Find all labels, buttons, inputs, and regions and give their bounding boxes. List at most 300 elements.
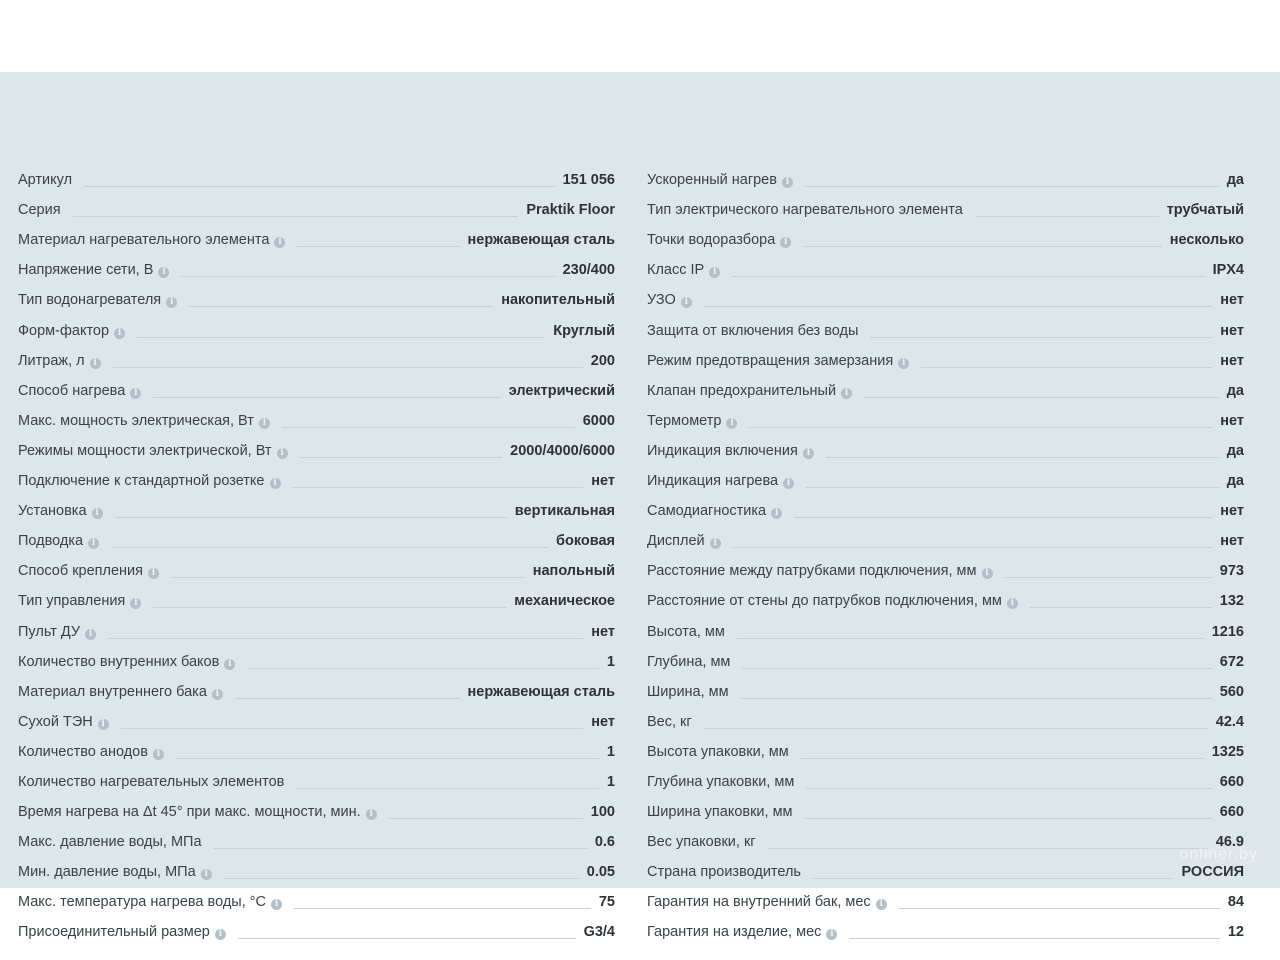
leader-line: [171, 577, 525, 578]
spec-value: 1216: [1211, 623, 1244, 640]
spec-label: [647, 260, 720, 280]
spec-label: [18, 862, 212, 882]
info-icon[interactable]: i: [274, 237, 285, 248]
spec-row: [647, 762, 1244, 792]
leader-line: [224, 878, 579, 879]
leader-line: [247, 668, 599, 669]
spec-label-text: Сухой ТЭН: [18, 713, 93, 730]
spec-value: Круглый: [553, 322, 615, 339]
spec-label: [18, 441, 288, 461]
spec-label: [18, 561, 159, 581]
spec-label: [18, 260, 169, 280]
spec-label-text: Глубина упаковки, мм: [647, 773, 795, 790]
spec-label: [647, 230, 791, 250]
leader-line: [137, 337, 545, 338]
info-icon[interactable]: i: [803, 448, 814, 459]
info-icon[interactable]: i: [681, 297, 692, 308]
leader-line: [742, 668, 1211, 669]
spec-row: [18, 611, 615, 641]
spec-label: [18, 381, 141, 401]
spec-value: РОССИЯ: [1181, 864, 1244, 881]
spec-label: [647, 922, 837, 942]
spec-value: да: [1226, 382, 1244, 399]
spec-label-text: Тип водонагревателя: [18, 292, 162, 309]
spec-row: [647, 792, 1244, 822]
spec-row: [647, 581, 1244, 611]
spec-label-text: Количество анодов: [18, 743, 148, 760]
spec-label-text: Защита от включения без воды: [647, 322, 859, 339]
spec-row: [647, 401, 1244, 431]
leader-line: [294, 908, 591, 909]
info-icon[interactable]: i: [366, 809, 377, 820]
spec-row: [647, 491, 1244, 521]
leader-line: [153, 607, 506, 608]
spec-value: нет: [591, 473, 615, 490]
spec-value: 230/400: [562, 262, 615, 279]
spec-row: [18, 912, 615, 942]
specs-column-right: [647, 160, 1244, 942]
leader-line: [849, 938, 1219, 939]
spec-row: [647, 521, 1244, 551]
spec-label-text: Высота упаковки, мм: [647, 743, 789, 760]
spec-label-text: Форм-фактор: [18, 322, 110, 339]
spec-row: [647, 280, 1244, 310]
spec-row: [18, 220, 615, 250]
spec-row: [18, 581, 615, 611]
spec-value: 200: [590, 352, 615, 369]
info-icon[interactable]: i: [88, 538, 99, 549]
spec-label: [647, 200, 963, 220]
spec-label: [647, 591, 1018, 611]
spec-label: [647, 772, 794, 792]
spec-row: [18, 672, 615, 702]
spec-value: нержавеющая сталь: [467, 232, 615, 249]
leader-line: [153, 397, 500, 398]
spec-label: [647, 652, 730, 672]
spec-row: [647, 160, 1244, 190]
spec-label-text: УЗО: [647, 292, 676, 309]
info-icon[interactable]: i: [259, 418, 270, 429]
spec-value: накопительный: [501, 292, 615, 309]
spec-value: 660: [1219, 804, 1244, 821]
spec-value: механическое: [514, 593, 615, 610]
spec-label: [647, 832, 756, 852]
spec-label-text: Высота, мм: [647, 623, 725, 640]
spec-value: нет: [1220, 503, 1244, 520]
spec-value: 672: [1219, 653, 1244, 670]
leader-line: [115, 517, 507, 518]
spec-label-text: Режимы мощности электрической, Вт: [18, 442, 272, 459]
spec-row: [18, 521, 615, 551]
spec-row: [18, 371, 615, 401]
leader-line: [921, 367, 1212, 368]
info-icon[interactable]: i: [898, 358, 909, 369]
spec-value: 12: [1227, 924, 1244, 941]
spec-label: [647, 290, 692, 310]
spec-row: [18, 822, 615, 852]
spec-label: [647, 802, 793, 822]
spec-label-text: Подводка: [18, 533, 84, 550]
spec-label: [18, 321, 125, 341]
leader-line: [733, 547, 1213, 548]
leader-line: [176, 758, 599, 759]
spec-label-text: Материал нагревательного элемента: [18, 232, 270, 249]
info-icon[interactable]: i: [224, 659, 235, 670]
leader-line: [801, 758, 1204, 759]
spec-value: 660: [1219, 773, 1244, 790]
leader-line: [768, 848, 1208, 849]
leader-line: [121, 728, 584, 729]
spec-value: несколько: [1169, 232, 1244, 249]
spec-label-text: Артикул: [18, 172, 73, 189]
leader-line: [704, 306, 1212, 307]
spec-label-text: Способ нагрева: [18, 382, 126, 399]
spec-label-text: Тип электрического нагревательного элемента: [647, 202, 963, 219]
leader-line: [806, 487, 1219, 488]
spec-label: [18, 591, 141, 611]
leader-line: [296, 788, 599, 789]
info-icon[interactable]: i: [130, 598, 141, 609]
spec-row: [18, 732, 615, 762]
spec-row: [18, 280, 615, 310]
spec-value: нет: [1220, 292, 1244, 309]
spec-row: [18, 792, 615, 822]
spec-value: нет: [1220, 412, 1244, 429]
leader-line: [1030, 607, 1212, 608]
spec-row: [647, 310, 1244, 340]
spec-value: да: [1226, 473, 1244, 490]
spec-value: напольный: [532, 563, 615, 580]
spec-label: [18, 351, 101, 371]
spec-row: [647, 882, 1244, 912]
leader-line: [749, 427, 1212, 428]
spec-label-text: Тип управления: [18, 593, 126, 610]
leader-line: [282, 427, 575, 428]
spec-value: G3/4: [583, 924, 615, 941]
spec-row: [18, 642, 615, 672]
spec-label-text: Ширина упаковки, мм: [647, 804, 793, 821]
spec-row: [647, 702, 1244, 732]
spec-label: [647, 170, 793, 190]
spec-value: трубчатый: [1166, 202, 1244, 219]
spec-row: [647, 190, 1244, 220]
info-icon[interactable]: i: [277, 448, 288, 459]
spec-label-text: Ширина, мм: [647, 683, 729, 700]
info-icon[interactable]: i: [130, 388, 141, 399]
spec-label-text: Клапан предохранительный: [647, 382, 837, 399]
spec-label: [647, 471, 794, 491]
leader-line: [389, 818, 583, 819]
leader-line: [732, 276, 1204, 277]
leader-line: [300, 457, 503, 458]
spec-label-text: Напряжение сети, В: [18, 262, 154, 279]
info-icon[interactable]: i: [726, 418, 737, 429]
spec-label-text: Гарантия на внутренний бак, мес: [647, 894, 871, 911]
spec-value: 1: [606, 773, 615, 790]
spec-label-text: Литраж, л: [18, 352, 85, 369]
spec-label-text: Режим предотвращения замерзания: [647, 352, 894, 369]
spec-label-text: Индикация нагрева: [647, 473, 779, 490]
leader-line: [1005, 577, 1212, 578]
info-icon[interactable]: i: [271, 899, 282, 910]
spec-row: [18, 190, 615, 220]
spec-row: [647, 672, 1244, 702]
info-icon[interactable]: i: [982, 568, 993, 579]
spec-label-text: Серия: [18, 202, 61, 219]
spec-label-text: Самодиагностика: [647, 503, 767, 520]
leader-line: [704, 728, 1208, 729]
leader-line: [111, 547, 548, 548]
leader-line: [870, 337, 1212, 338]
spec-label: [18, 832, 202, 852]
spec-row: [647, 852, 1244, 882]
spec-label-text: Подключение к стандартной розетке: [18, 473, 265, 490]
spec-label: [647, 411, 737, 431]
spec-row: [647, 822, 1244, 852]
spec-label: [647, 561, 993, 581]
spec-row: [647, 371, 1244, 401]
spec-label-text: Вес, кг: [647, 713, 692, 730]
spec-value: 46.9: [1215, 834, 1244, 851]
spec-label: [18, 170, 72, 190]
info-icon[interactable]: i: [215, 929, 226, 940]
info-icon[interactable]: i: [841, 388, 852, 399]
leader-line: [975, 216, 1159, 217]
spec-label: [18, 200, 61, 220]
spec-label-text: Материал внутреннего бака: [18, 683, 207, 700]
spec-label: [18, 501, 103, 521]
spec-label: [647, 712, 692, 732]
specs-column-left: [18, 160, 615, 942]
leader-line: [113, 367, 583, 368]
watermark: onliner.by: [1179, 846, 1258, 863]
spec-label: [18, 892, 282, 912]
spec-label-text: Способ крепления: [18, 563, 144, 580]
spec-value: 100: [590, 804, 615, 821]
spec-label-text: Макс. температура нагрева воды, °С: [18, 894, 267, 911]
spec-row: [18, 702, 615, 732]
info-icon[interactable]: i: [780, 237, 791, 248]
leader-line: [181, 276, 554, 277]
spec-label: [18, 411, 270, 431]
spec-value: 6000: [582, 412, 615, 429]
spec-row: [18, 160, 615, 190]
info-icon[interactable]: i: [710, 538, 721, 549]
spec-label: [18, 682, 223, 702]
info-icon[interactable]: i: [270, 478, 281, 489]
info-icon[interactable]: i: [166, 297, 177, 308]
spec-value: нержавеющая сталь: [467, 683, 615, 700]
leader-line: [826, 457, 1219, 458]
leader-line: [238, 938, 576, 939]
spec-label-text: Время нагрева на Δt 45° при макс. мощности, мин.: [18, 804, 361, 821]
spec-value: 973: [1219, 563, 1244, 580]
info-icon[interactable]: i: [1007, 598, 1018, 609]
info-icon[interactable]: i: [876, 899, 887, 910]
spec-label: [18, 742, 164, 762]
info-icon[interactable]: i: [153, 749, 164, 760]
spec-label-text: Класс IP: [647, 262, 705, 279]
info-icon[interactable]: i: [158, 267, 169, 278]
info-icon[interactable]: i: [92, 508, 103, 519]
leader-line: [737, 638, 1204, 639]
leader-line: [741, 698, 1212, 699]
leader-line: [806, 788, 1212, 789]
spec-row: [18, 491, 615, 521]
spec-label: [18, 712, 109, 732]
spec-label: [18, 471, 281, 491]
spec-value: 42.4: [1215, 713, 1244, 730]
spec-row: [18, 551, 615, 581]
info-icon[interactable]: i: [826, 929, 837, 940]
spec-label: [647, 321, 858, 341]
spec-label: [18, 531, 99, 551]
spec-value: IPX4: [1212, 262, 1244, 279]
spec-row: [647, 732, 1244, 762]
spec-label-text: Расстояние между патрубками подключения, мм: [647, 563, 977, 580]
spec-row: [647, 461, 1244, 491]
spec-value: 2000/4000/6000: [510, 442, 615, 459]
spec-label: [18, 772, 284, 792]
spec-row: [18, 882, 615, 912]
spec-value: 1325: [1211, 743, 1244, 760]
leader-line: [214, 848, 587, 849]
spec-label: [647, 892, 887, 912]
leader-line: [235, 698, 460, 699]
spec-label: [647, 531, 721, 551]
leader-line: [864, 397, 1219, 398]
spec-label: [18, 622, 96, 642]
spec-row: [18, 762, 615, 792]
spec-row: [647, 341, 1244, 371]
spec-row: [18, 250, 615, 280]
spec-row: [647, 912, 1244, 942]
spec-row: [18, 401, 615, 431]
leader-line: [73, 216, 519, 217]
spec-row: [647, 642, 1244, 672]
info-icon[interactable]: i: [114, 328, 125, 339]
spec-label-text: Индикация включения: [647, 442, 798, 459]
info-icon[interactable]: i: [212, 689, 223, 700]
spec-row: [18, 461, 615, 491]
spec-row: [647, 611, 1244, 641]
spec-label-text: Ускоренный нагрев: [647, 172, 777, 189]
spec-label-text: Расстояние от стены до патрубков подключения, мм: [647, 593, 1002, 610]
info-icon[interactable]: i: [98, 719, 109, 730]
spec-label-text: Гарантия на изделие, мес: [647, 924, 822, 941]
spec-label-text: Макс. мощность электрическая, Вт: [18, 412, 254, 429]
spec-row: [647, 220, 1244, 250]
leader-line: [805, 186, 1219, 187]
info-icon[interactable]: i: [201, 869, 212, 880]
spec-value: 151 056: [562, 172, 615, 189]
spec-value: 0.6: [594, 834, 615, 851]
spec-row: [18, 852, 615, 882]
leader-line: [803, 246, 1161, 247]
leader-line: [189, 306, 493, 307]
spec-value: Praktik Floor: [526, 202, 615, 219]
spec-value: нет: [1220, 352, 1244, 369]
spec-label-text: Установка: [18, 503, 87, 520]
spec-value: 75: [598, 894, 615, 911]
spec-value: 1: [606, 653, 615, 670]
leader-line: [899, 908, 1220, 909]
spec-label-text: Присоединительный размер: [18, 924, 210, 941]
spec-label: [647, 441, 814, 461]
spec-label-text: Глубина, мм: [647, 653, 731, 670]
spec-value: нет: [591, 713, 615, 730]
spec-value: 0.05: [586, 864, 615, 881]
spec-value: нет: [1220, 533, 1244, 550]
info-icon[interactable]: i: [90, 358, 101, 369]
spec-label-text: Вес упаковки, кг: [647, 834, 756, 851]
spec-value: электрический: [508, 382, 615, 399]
spec-value: вертикальная: [514, 503, 615, 520]
spec-label: [647, 381, 852, 401]
spec-value: нет: [591, 623, 615, 640]
info-icon[interactable]: i: [771, 508, 782, 519]
spec-label-text: Термометр: [647, 412, 722, 429]
spec-label-text: Дисплей: [647, 533, 705, 550]
spec-label: [18, 652, 235, 672]
spec-row: [18, 431, 615, 461]
spec-label-text: Мин. давление воды, МПа: [18, 864, 196, 881]
spec-label: [647, 862, 801, 882]
spec-label: [18, 802, 377, 822]
info-icon[interactable]: i: [85, 629, 96, 640]
spec-label: [647, 622, 725, 642]
spec-label: [18, 230, 285, 250]
specs-panel: [0, 72, 1280, 941]
spec-value: 560: [1219, 683, 1244, 700]
info-icon[interactable]: i: [782, 177, 793, 188]
spec-row: [647, 551, 1244, 581]
spec-row: [647, 431, 1244, 461]
leader-line: [297, 246, 459, 247]
leader-line: [813, 878, 1173, 879]
spec-label: [18, 290, 177, 310]
spec-value: боковая: [556, 533, 615, 550]
spec-row: [18, 341, 615, 371]
spec-row: [647, 250, 1244, 280]
leader-line: [293, 487, 584, 488]
spec-label: [647, 501, 782, 521]
spec-value: да: [1226, 172, 1244, 189]
spec-value: 132: [1219, 593, 1244, 610]
spec-value: нет: [1220, 322, 1244, 339]
leader-line: [108, 638, 583, 639]
leader-line: [794, 517, 1212, 518]
spec-label-text: Количество внутренних баков: [18, 653, 220, 670]
leader-line: [84, 186, 555, 187]
info-icon[interactable]: i: [148, 568, 159, 579]
spec-label-text: Страна производитель: [647, 864, 801, 881]
info-icon[interactable]: i: [783, 478, 794, 489]
spec-label-text: Макс. давление воды, МПа: [18, 834, 202, 851]
spec-label-text: Точки водоразбора: [647, 232, 776, 249]
spec-label-text: Количество нагревательных элементов: [18, 773, 285, 790]
info-icon[interactable]: i: [709, 267, 720, 278]
spec-label: [647, 351, 909, 371]
spec-value: да: [1226, 442, 1244, 459]
spec-label: [647, 742, 789, 762]
leader-line: [805, 818, 1212, 819]
spec-value: 1: [606, 743, 615, 760]
spec-label: [18, 922, 226, 942]
spec-row: [18, 310, 615, 340]
spec-label-text: Пульт ДУ: [18, 623, 81, 640]
spec-value: 84: [1227, 894, 1244, 911]
